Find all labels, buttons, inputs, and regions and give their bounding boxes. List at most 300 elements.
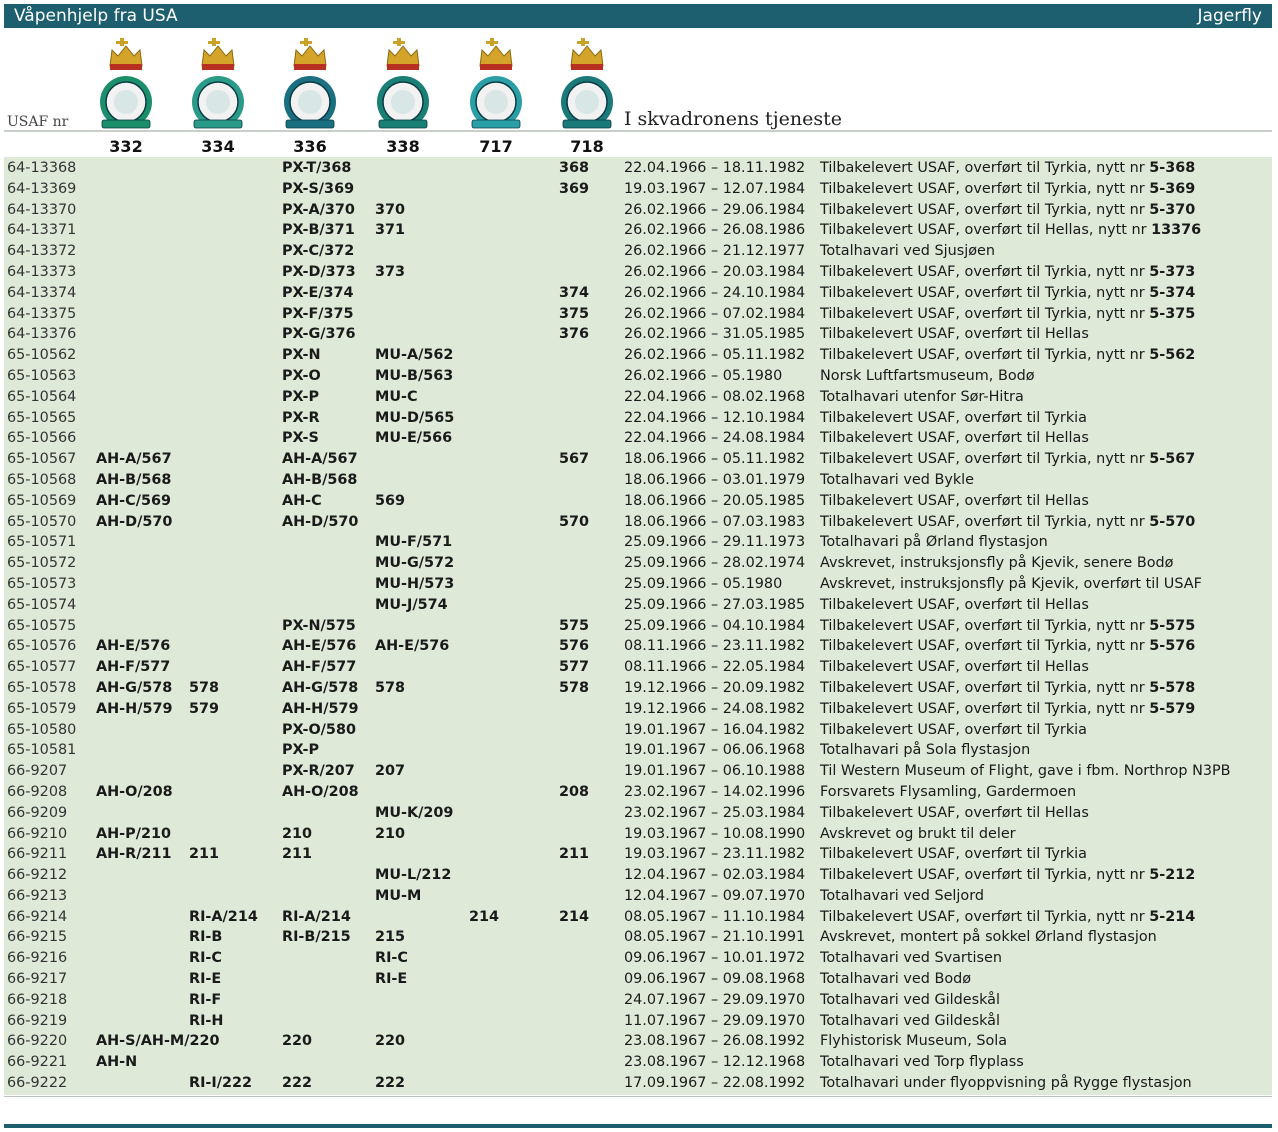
table-row: [0, 241, 1278, 262]
service-dates: 19.01.1967 – 06.06.1968: [624, 742, 806, 759]
sq338-code: 578: [375, 679, 406, 696]
sq718-code: 369: [559, 180, 590, 197]
new-serial-number: 5-579: [1149, 700, 1196, 717]
service-dates: 22.04.1966 – 18.11.1982: [624, 160, 806, 176]
sq338-code: MU-L/212: [375, 867, 452, 884]
sq338-code: MU-F/571: [375, 534, 453, 551]
service-dates: 26.02.1966 – 05.11.1982: [624, 347, 806, 364]
status-note: [820, 1073, 1192, 1094]
table-row: [0, 761, 1278, 782]
usaf-number: 65-10578: [7, 679, 77, 696]
usaf-number: 66-9207: [7, 763, 68, 780]
status-note: [820, 241, 995, 262]
status-note-text: Tilbakelevert USAF, overført til Tyrkia, nytt nr: [820, 160, 1150, 176]
sq336-code: PX-G/376: [282, 326, 356, 343]
service-dates: 19.12.1966 – 24.08.1982: [624, 700, 806, 717]
usaf-number: 65-10568: [7, 471, 77, 488]
service-dates: 08.11.1966 – 22.05.1984: [624, 659, 806, 676]
table-row: [0, 699, 1278, 720]
sq336-code: PX-T/368: [282, 160, 352, 176]
sq338-code: 210: [375, 825, 406, 842]
sq338-code: 222: [375, 1075, 406, 1092]
sq336-code: PX-S: [282, 430, 319, 447]
status-note-text: Tilbakelevert USAF, overført til Tyrkia, nytt nr: [820, 908, 1150, 925]
status-note-text: Totalhavari ved Bodø: [820, 971, 972, 988]
usaf-number: 64-13371: [7, 222, 77, 239]
table-row: [0, 824, 1278, 845]
sq336-code: PX-O: [282, 367, 321, 384]
status-note: [820, 491, 1089, 512]
sq718-code: 567: [559, 451, 590, 468]
sq332-code: AH-E/576: [96, 638, 171, 655]
sq336-code: PX-B/371: [282, 222, 355, 239]
table-row: [0, 948, 1278, 969]
status-note-text: Totalhavari under flyoppvisning på Rygge flystasjon: [820, 1075, 1192, 1092]
section-title: Jagerfly: [1197, 6, 1262, 26]
sq336-code: PX-R/207: [282, 763, 355, 780]
service-dates: 23.02.1967 – 25.03.1984: [624, 804, 806, 821]
service-dates: 11.07.1967 – 29.09.1970: [624, 1012, 806, 1029]
status-note-text: Tilbakelevert USAF, overført til Tyrkia, nytt nr: [820, 284, 1150, 301]
status-note-text: Tilbakelevert USAF, overført til Tyrkia, nytt nr: [820, 347, 1150, 364]
service-dates: 17.09.1967 – 22.08.1992: [624, 1075, 806, 1092]
status-note-text: Totalhavari ved Bykle: [820, 471, 975, 488]
usaf-number: 66-9208: [7, 783, 68, 800]
status-note-text: Tilbakelevert USAF, overført til Tyrkia, nytt nr: [820, 679, 1150, 696]
table-row: [0, 1052, 1278, 1073]
sq338-code: MU-J/574: [375, 596, 448, 613]
table-row: [0, 657, 1278, 678]
status-note-text: Tilbakelevert USAF, overført til Tyrkia: [820, 846, 1087, 863]
sq336-code: 220: [282, 1033, 313, 1050]
service-dates: 08.05.1967 – 11.10.1984: [624, 908, 806, 925]
status-note: [820, 1031, 1007, 1052]
squadron-number-718: 718: [570, 137, 604, 156]
sq336-code: PX-S/369: [282, 180, 355, 197]
status-note: [820, 158, 1195, 179]
sq338-code: 220: [375, 1033, 406, 1050]
service-dates: 26.02.1966 – 24.10.1984: [624, 284, 806, 301]
status-note: [820, 616, 1195, 637]
sq332-code: AH-S/AH-M/220: [96, 1033, 220, 1050]
status-note-text: Avskrevet, instruksjonsfly på Kjevik, senere Bodø: [820, 555, 1174, 572]
table-row: [0, 595, 1278, 616]
sq336-code: AH-F/577: [282, 659, 357, 676]
new-serial-number: 5-212: [1149, 867, 1196, 884]
page-title: Våpenhjelp fra USA: [14, 6, 178, 26]
usaf-number: 64-13369: [7, 180, 77, 197]
status-note: [820, 179, 1195, 200]
sq332-code: AH-A/567: [96, 451, 172, 468]
status-note-text: Til Western Museum of Flight, gave i fbm. Northrop N3PB: [820, 763, 1231, 780]
service-dates: 23.08.1967 – 26.08.1992: [624, 1033, 806, 1050]
usaf-number: 64-13372: [7, 243, 77, 260]
sq334-code: 211: [189, 846, 220, 863]
squadron-number-334: 334: [201, 137, 235, 156]
table-row: [0, 428, 1278, 449]
table-row: [0, 636, 1278, 657]
status-note-text: Totalhavari på Sola flystasjon: [820, 742, 1031, 759]
status-note: [820, 636, 1195, 657]
table-row: [0, 262, 1278, 283]
status-note-text: Totalhavari ved Svartisen: [820, 950, 1002, 967]
owl-emblem-icon: [557, 36, 617, 132]
sq336-code: 211: [282, 846, 313, 863]
table-row: [0, 158, 1278, 179]
service-dates: 18.06.1966 – 20.05.1985: [624, 492, 806, 509]
usaf-number: 66-9220: [7, 1033, 68, 1050]
table-row: [0, 408, 1278, 429]
usaf-number: 65-10575: [7, 617, 77, 634]
usaf-number: 66-9217: [7, 971, 68, 988]
service-dates: 19.03.1967 – 12.07.1984: [624, 180, 806, 197]
table-row: [0, 366, 1278, 387]
table-row: [0, 886, 1278, 907]
usaf-number: 65-10567: [7, 451, 77, 468]
status-note-text: Totalhavari utenfor Sør-Hitra: [820, 388, 1024, 405]
status-note: [820, 408, 1087, 429]
sq718-code: 211: [559, 846, 590, 863]
new-serial-number: 5-576: [1149, 638, 1196, 655]
usaf-number: 66-9215: [7, 929, 68, 946]
service-dates: 09.06.1967 – 09.08.1968: [624, 971, 806, 988]
status-note-text: Tilbakelevert USAF, overført til Tyrkia, nytt nr: [820, 617, 1150, 634]
status-note: [820, 761, 1231, 782]
sq334-code: RI-I/222: [189, 1075, 253, 1092]
status-note: [820, 678, 1195, 699]
table-row: [0, 865, 1278, 886]
sq718-code: 570: [559, 513, 590, 530]
table-row: [0, 782, 1278, 803]
usaf-number: 65-10581: [7, 742, 77, 759]
sq718-code: 214: [559, 908, 590, 925]
usaf-number: 64-13368: [7, 160, 77, 176]
sq332-code: AH-C/569: [96, 492, 172, 509]
header-rule: [4, 130, 1272, 132]
service-dates: 26.02.1966 – 26.08.1986: [624, 222, 806, 239]
usaf-number: 65-10572: [7, 555, 77, 572]
sq336-code: PX-N/575: [282, 617, 356, 634]
table-row: [0, 616, 1278, 637]
service-column-header: I skvadronens tjeneste: [624, 108, 842, 130]
sq338-code: 215: [375, 929, 406, 946]
sq334-code: 578: [189, 679, 220, 696]
status-note-text: Avskrevet, instruksjonsfly på Kjevik, overført til USAF: [820, 575, 1202, 592]
service-dates: 24.07.1967 – 29.09.1970: [624, 991, 806, 1008]
table-bottom-rule: [4, 1096, 1272, 1097]
status-note: [820, 886, 984, 907]
usaf-number: 64-13374: [7, 284, 77, 301]
usaf-number: 65-10571: [7, 534, 77, 551]
service-dates: 26.02.1966 – 05.1980: [624, 367, 783, 384]
sq336-code: PX-E/374: [282, 284, 354, 301]
table-row: [0, 720, 1278, 741]
usaf-number: 65-10564: [7, 388, 77, 405]
status-note-text: Tilbakelevert USAF, overført til Tyrkia, nytt nr: [820, 451, 1150, 468]
service-dates: 19.03.1967 – 10.08.1990: [624, 825, 806, 842]
sq332-code: AH-P/210: [96, 825, 171, 842]
status-note: [820, 470, 974, 491]
sq338-code: 373: [375, 263, 406, 280]
status-note: [820, 324, 1089, 345]
new-serial-number: 5-374: [1149, 284, 1196, 301]
status-note-text: Tilbakelevert USAF, overført til Tyrkia, nytt nr: [820, 638, 1150, 655]
status-note: [820, 740, 1030, 761]
sq338-code: AH-E/576: [375, 638, 450, 655]
service-dates: 26.02.1966 – 21.12.1977: [624, 243, 806, 260]
usaf-number: 66-9211: [7, 846, 68, 863]
service-dates: 12.04.1967 – 02.03.1984: [624, 867, 806, 884]
sq336-code: RI-B/215: [282, 929, 351, 946]
usaf-number: 66-9209: [7, 804, 68, 821]
sq718-code: 576: [559, 638, 590, 655]
table-row: [0, 927, 1278, 948]
usaf-number: 66-9222: [7, 1075, 68, 1092]
sq718-code: 577: [559, 659, 590, 676]
sq338-code: MU-M: [375, 887, 422, 904]
sq336-code: 210: [282, 825, 313, 842]
status-note-text: Forsvarets Flysamling, Gardermoen: [820, 783, 1077, 800]
sq332-code: AH-G/578: [96, 679, 173, 696]
sq718-code: 578: [559, 679, 590, 696]
sq338-code: 569: [375, 492, 406, 509]
usaf-number: 66-9210: [7, 825, 68, 842]
table-row: [0, 491, 1278, 512]
status-note: [820, 532, 1048, 553]
sq336-code: 222: [282, 1075, 313, 1092]
table-row: [0, 1031, 1278, 1052]
table-row: [0, 990, 1278, 1011]
sq338-code: MU-H/573: [375, 575, 455, 592]
sq336-code: AH-E/576: [282, 638, 357, 655]
squadron-number-332: 332: [109, 137, 143, 156]
usaf-number: 65-10563: [7, 367, 77, 384]
status-note: [820, 262, 1195, 283]
status-note-text: Tilbakelevert USAF, overført til Hellas: [820, 492, 1089, 509]
sq718-code: 368: [559, 160, 590, 176]
table-row: [0, 512, 1278, 533]
usaf-number: 65-10573: [7, 575, 77, 592]
usaf-number: 66-9214: [7, 908, 68, 925]
service-dates: 22.04.1966 – 08.02.1968: [624, 388, 806, 405]
table-row: [0, 200, 1278, 221]
aircraft-table: [0, 158, 1278, 1094]
sq332-code: AH-O/208: [96, 783, 173, 800]
sq336-code: PX-O/580: [282, 721, 356, 738]
service-dates: 23.02.1967 – 14.02.1996: [624, 783, 806, 800]
service-dates: 18.06.1966 – 07.03.1983: [624, 513, 806, 530]
status-note: [820, 200, 1195, 221]
sq336-code: RI-A/214: [282, 908, 351, 925]
service-dates: 25.09.1966 – 04.10.1984: [624, 617, 806, 634]
new-serial-number: 5-373: [1149, 263, 1196, 280]
new-serial-number: 5-368: [1149, 160, 1196, 176]
sq334-code: RI-F: [189, 991, 222, 1008]
table-row: [0, 678, 1278, 699]
new-serial-number: 5-370: [1149, 201, 1196, 218]
status-note-text: Tilbakelevert USAF, overført til Hellas: [820, 804, 1089, 821]
status-note-text: Tilbakelevert USAF, overført til Hellas: [820, 659, 1089, 676]
status-note-text: Avskrevet, montert på sokkel Ørland flystasjon: [820, 929, 1157, 946]
sq336-code: AH-D/570: [282, 513, 359, 530]
usaf-column-header: USAF nr: [7, 114, 69, 130]
table-row: [0, 324, 1278, 345]
status-note: [820, 595, 1089, 616]
status-note-text: Tilbakelevert USAF, overført til Tyrkia, nytt nr: [820, 201, 1150, 218]
service-dates: 26.02.1966 – 29.06.1984: [624, 201, 806, 218]
status-note-text: Tilbakelevert USAF, overført til Tyrkia, nytt nr: [820, 700, 1150, 717]
status-note: [820, 1011, 1000, 1032]
status-note: [820, 345, 1195, 366]
status-note-text: Tilbakelevert USAF, overført til Tyrkia, nytt nr: [820, 263, 1150, 280]
usaf-number: 65-10562: [7, 347, 77, 364]
sq336-code: PX-N: [282, 347, 321, 364]
usaf-number: 66-9221: [7, 1054, 68, 1071]
usaf-number: 65-10574: [7, 596, 77, 613]
usaf-number: 65-10570: [7, 513, 77, 530]
status-note: [820, 304, 1195, 325]
usaf-number: 66-9213: [7, 887, 68, 904]
new-serial-number: 5-375: [1149, 305, 1196, 322]
status-note: [820, 803, 1089, 824]
usaf-number: 66-9218: [7, 991, 68, 1008]
service-dates: 22.04.1966 – 12.10.1984: [624, 409, 806, 426]
sq336-code: AH-C: [282, 492, 322, 509]
sq336-code: PX-A/370: [282, 201, 355, 218]
status-note-text: Avskrevet og brukt til deler: [820, 825, 1016, 842]
usaf-number: 66-9212: [7, 867, 68, 884]
status-note-text: Tilbakelevert USAF, overført til Tyrkia, nytt nr: [820, 305, 1150, 322]
status-note-text: Tilbakelevert USAF, overført til Tyrkia: [820, 409, 1087, 426]
usaf-number: 65-10565: [7, 409, 77, 426]
table-row: [0, 574, 1278, 595]
bird-emblem-icon: [280, 36, 340, 132]
sq334-code: RI-C: [189, 950, 222, 967]
table-row: [0, 844, 1278, 865]
status-note-text: Totalhavari ved Seljord: [820, 887, 985, 904]
status-note-text: Tilbakelevert USAF, overført til Hellas, nytt nr: [820, 222, 1152, 239]
table-row: [0, 304, 1278, 325]
sq332-code: AH-D/570: [96, 513, 173, 530]
status-note-text: Tilbakelevert USAF, overført til Tyrkia, nytt nr: [820, 867, 1150, 884]
usaf-number: 64-13373: [7, 263, 77, 280]
status-note: [820, 428, 1089, 449]
sq336-code: PX-P: [282, 388, 319, 405]
new-serial-number: 5-575: [1149, 617, 1196, 634]
sq336-code: PX-F/375: [282, 305, 354, 322]
table-row: [0, 907, 1278, 928]
status-note-text: Norsk Luftfartsmuseum, Bodø: [820, 367, 1035, 384]
new-serial-number: 5-570: [1149, 513, 1196, 530]
usaf-number: 65-10579: [7, 700, 77, 717]
service-dates: 19.03.1967 – 23.11.1982: [624, 846, 806, 863]
usaf-number: 66-9216: [7, 950, 68, 967]
status-note: [820, 387, 1024, 408]
status-note: [820, 824, 1016, 845]
service-dates: 08.11.1966 – 23.11.1982: [624, 638, 806, 655]
sq718-code: 374: [559, 284, 590, 301]
sq334-code: RI-H: [189, 1012, 224, 1029]
table-row: [0, 803, 1278, 824]
sq332-code: AH-N: [96, 1054, 138, 1071]
status-note: [820, 990, 1000, 1011]
service-dates: 26.02.1966 – 07.02.1984: [624, 305, 806, 322]
sq334-code: RI-E: [189, 971, 222, 988]
service-dates: 26.02.1966 – 31.05.1985: [624, 326, 806, 343]
sq338-code: 207: [375, 763, 406, 780]
status-note: [820, 927, 1157, 948]
status-note: [820, 283, 1195, 304]
table-row: [0, 470, 1278, 491]
status-note: [820, 865, 1195, 886]
sq334-code: 579: [189, 700, 220, 717]
sq332-code: AH-F/577: [96, 659, 171, 676]
status-note: [820, 699, 1195, 720]
table-row: [0, 179, 1278, 200]
new-serial-number: 5-567: [1149, 451, 1196, 468]
service-dates: 25.09.1966 – 28.02.1974: [624, 555, 806, 572]
sq334-code: RI-B: [189, 929, 223, 946]
sq338-code: MU-C: [375, 388, 418, 405]
service-dates: 18.06.1966 – 05.11.1982: [624, 451, 806, 468]
sq338-code: MU-D/565: [375, 409, 455, 426]
usaf-number: 65-10569: [7, 492, 77, 509]
sq336-code: PX-C/372: [282, 243, 355, 260]
status-note-text: Tilbakelevert USAF, overført til Tyrkia, nytt nr: [820, 513, 1150, 530]
status-note-text: Tilbakelevert USAF, overført til Tyrkia, nytt nr: [820, 180, 1150, 197]
sq334-code: RI-A/214: [189, 908, 258, 925]
service-dates: 12.04.1967 – 09.07.1970: [624, 887, 806, 904]
table-row: [0, 1073, 1278, 1094]
table-row: [0, 1011, 1278, 1032]
status-note-text: Totalhavari ved Sjusjøen: [820, 243, 995, 260]
squadron-number-338: 338: [386, 137, 420, 156]
sq336-code: PX-P: [282, 742, 319, 759]
sq338-code: MU-G/572: [375, 555, 455, 572]
status-note-text: Totalhavari ved Gildeskål: [820, 1012, 1000, 1029]
squadron-number-336: 336: [293, 137, 327, 156]
service-dates: 18.06.1966 – 03.01.1979: [624, 471, 806, 488]
sq336-code: AH-O/208: [282, 783, 359, 800]
sq718-code: 376: [559, 326, 590, 343]
sq718-code: 375: [559, 305, 590, 322]
header-bar: [4, 4, 1272, 28]
status-note: [820, 553, 1173, 574]
sq338-code: RI-E: [375, 971, 408, 988]
usaf-number: 64-13370: [7, 201, 77, 218]
sq336-code: AH-G/578: [282, 679, 359, 696]
status-note-text: Tilbakelevert USAF, overført til Hellas: [820, 596, 1089, 613]
sq718-code: 208: [559, 783, 590, 800]
status-note-text: Totalhavari ved Gildeskål: [820, 991, 1000, 1008]
sq332-code: AH-H/579: [96, 700, 173, 717]
status-note: [820, 1052, 1024, 1073]
usaf-number: 65-10566: [7, 430, 77, 447]
table-row: [0, 283, 1278, 304]
status-note: [820, 948, 1002, 969]
new-serial-number: 5-578: [1149, 679, 1196, 696]
sq338-code: MU-A/562: [375, 347, 454, 364]
status-note: [820, 782, 1076, 803]
status-note-text: Totalhavari på Ørland flystasjon: [820, 534, 1048, 551]
usaf-number: 65-10580: [7, 721, 77, 738]
table-row: [0, 969, 1278, 990]
service-dates: 19.01.1967 – 06.10.1988: [624, 763, 806, 780]
sq332-code: AH-R/211: [96, 846, 172, 863]
usaf-number: 64-13376: [7, 326, 77, 343]
axe-emblem-icon: [96, 36, 156, 132]
table-row: [0, 553, 1278, 574]
